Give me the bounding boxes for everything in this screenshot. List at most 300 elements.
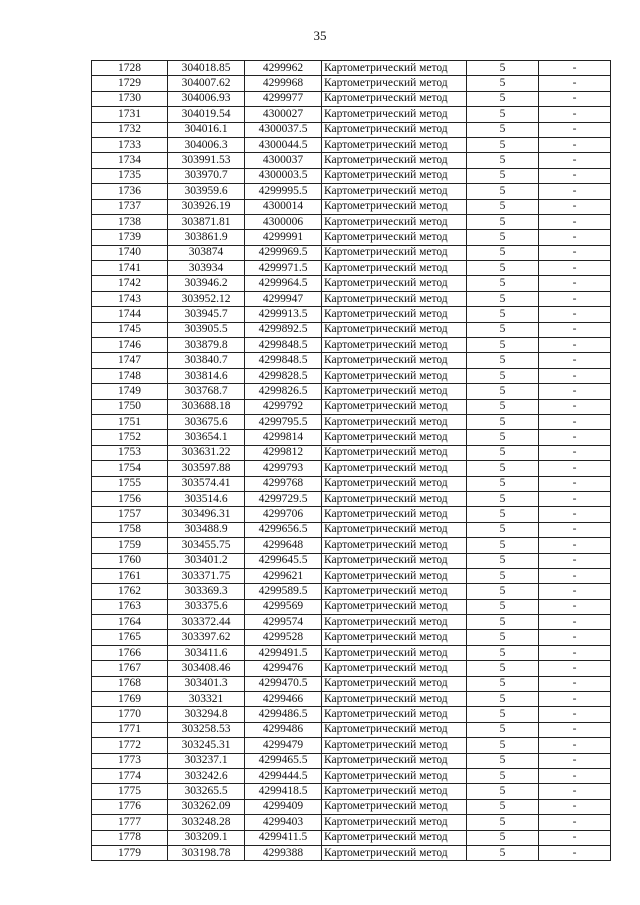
table-row <box>92 599 611 614</box>
accuracy-cell: 5 <box>467 661 539 676</box>
table-row <box>92 414 611 429</box>
method-cell: Картометрический метод <box>322 753 467 768</box>
table-row <box>92 261 611 276</box>
accuracy-cell: 5 <box>467 137 539 152</box>
x-coordinate-cell: 303514.6 <box>168 491 245 506</box>
method-cell: Картометрический метод <box>322 261 467 276</box>
accuracy-cell: 5 <box>467 645 539 660</box>
table-row <box>92 338 611 353</box>
method-cell: Картометрический метод <box>322 76 467 91</box>
table-row <box>92 738 611 753</box>
x-coordinate-cell: 303262.09 <box>168 799 245 814</box>
note-cell: - <box>539 76 611 91</box>
note-cell: - <box>539 615 611 630</box>
note-cell: - <box>539 461 611 476</box>
table-row <box>92 199 611 214</box>
x-coordinate-cell: 304019.54 <box>168 107 245 122</box>
accuracy-cell: 5 <box>467 599 539 614</box>
y-coordinate-cell: 4299892.5 <box>245 322 322 337</box>
x-coordinate-cell: 303372.44 <box>168 615 245 630</box>
accuracy-cell: 5 <box>467 307 539 322</box>
x-coordinate-cell: 303675.6 <box>168 414 245 429</box>
y-coordinate-cell: 4299466 <box>245 692 322 707</box>
table-row <box>92 676 611 691</box>
note-cell: - <box>539 414 611 429</box>
method-cell: Картометрический метод <box>322 676 467 691</box>
x-coordinate-cell: 303455.75 <box>168 538 245 553</box>
method-cell: Картометрический метод <box>322 553 467 568</box>
point-number-cell: 1744 <box>92 307 168 322</box>
accuracy-cell: 5 <box>467 799 539 814</box>
note-cell: - <box>539 507 611 522</box>
point-number-cell: 1737 <box>92 199 168 214</box>
note-cell: - <box>539 137 611 152</box>
note-cell: - <box>539 799 611 814</box>
method-cell: Картометрический метод <box>322 291 467 306</box>
method-cell: Картометрический метод <box>322 122 467 137</box>
y-coordinate-cell: 4299991 <box>245 230 322 245</box>
method-cell: Картометрический метод <box>322 845 467 860</box>
method-cell: Картометрический метод <box>322 522 467 537</box>
accuracy-cell: 5 <box>467 553 539 568</box>
x-coordinate-cell: 303945.7 <box>168 307 245 322</box>
table-row <box>92 107 611 122</box>
table-row <box>92 768 611 783</box>
point-number-cell: 1777 <box>92 815 168 830</box>
accuracy-cell: 5 <box>467 214 539 229</box>
x-coordinate-cell: 303265.5 <box>168 784 245 799</box>
method-cell: Картометрический метод <box>322 153 467 168</box>
x-coordinate-cell: 303905.5 <box>168 322 245 337</box>
method-cell: Картометрический метод <box>322 168 467 183</box>
accuracy-cell: 5 <box>467 584 539 599</box>
method-cell: Картометрический метод <box>322 661 467 676</box>
x-coordinate-cell: 303371.75 <box>168 568 245 583</box>
accuracy-cell: 5 <box>467 168 539 183</box>
note-cell: - <box>539 368 611 383</box>
method-cell: Картометрический метод <box>322 491 467 506</box>
point-number-cell: 1746 <box>92 338 168 353</box>
note-cell: - <box>539 784 611 799</box>
accuracy-cell: 5 <box>467 61 539 76</box>
accuracy-cell: 5 <box>467 768 539 783</box>
x-coordinate-cell: 303411.6 <box>168 645 245 660</box>
y-coordinate-cell: 4299729.5 <box>245 491 322 506</box>
note-cell: - <box>539 584 611 599</box>
method-cell: Картометрический метод <box>322 568 467 583</box>
table-row <box>92 445 611 460</box>
y-coordinate-cell: 4299848.5 <box>245 338 322 353</box>
table-row <box>92 615 611 630</box>
method-cell: Картометрический метод <box>322 322 467 337</box>
method-cell: Картометрический метод <box>322 245 467 260</box>
table-row <box>92 461 611 476</box>
point-number-cell: 1742 <box>92 276 168 291</box>
accuracy-cell: 5 <box>467 615 539 630</box>
point-number-cell: 1732 <box>92 122 168 137</box>
accuracy-cell: 5 <box>467 522 539 537</box>
y-coordinate-cell: 4299470.5 <box>245 676 322 691</box>
y-coordinate-cell: 4299388 <box>245 845 322 860</box>
note-cell: - <box>539 553 611 568</box>
point-number-cell: 1773 <box>92 753 168 768</box>
note-cell: - <box>539 476 611 491</box>
y-coordinate-cell: 4299792 <box>245 399 322 414</box>
point-number-cell: 1749 <box>92 384 168 399</box>
table-row <box>92 522 611 537</box>
note-cell: - <box>539 538 611 553</box>
point-number-cell: 1747 <box>92 353 168 368</box>
x-coordinate-cell: 303321 <box>168 692 245 707</box>
method-cell: Картометрический метод <box>322 414 467 429</box>
note-cell: - <box>539 491 611 506</box>
point-number-cell: 1779 <box>92 845 168 860</box>
accuracy-cell: 5 <box>467 261 539 276</box>
y-coordinate-cell: 4299589.5 <box>245 584 322 599</box>
table-row <box>92 630 611 645</box>
method-cell: Картометрический метод <box>322 137 467 152</box>
method-cell: Картометрический метод <box>322 276 467 291</box>
x-coordinate-cell: 303597.88 <box>168 461 245 476</box>
method-cell: Картометрический метод <box>322 384 467 399</box>
table-row <box>92 830 611 845</box>
method-cell: Картометрический метод <box>322 630 467 645</box>
note-cell: - <box>539 738 611 753</box>
point-number-cell: 1743 <box>92 291 168 306</box>
accuracy-cell: 5 <box>467 507 539 522</box>
point-number-cell: 1756 <box>92 491 168 506</box>
method-cell: Картометрический метод <box>322 430 467 445</box>
x-coordinate-cell: 303488.9 <box>168 522 245 537</box>
method-cell: Картометрический метод <box>322 799 467 814</box>
point-number-cell: 1729 <box>92 76 168 91</box>
y-coordinate-cell: 4299479 <box>245 738 322 753</box>
point-number-cell: 1733 <box>92 137 168 152</box>
x-coordinate-cell: 304007.62 <box>168 76 245 91</box>
accuracy-cell: 5 <box>467 338 539 353</box>
point-number-cell: 1745 <box>92 322 168 337</box>
y-coordinate-cell: 4300006 <box>245 214 322 229</box>
x-coordinate-cell: 304006.3 <box>168 137 245 152</box>
table-row <box>92 122 611 137</box>
x-coordinate-cell: 303861.9 <box>168 230 245 245</box>
point-number-cell: 1736 <box>92 184 168 199</box>
y-coordinate-cell: 4299465.5 <box>245 753 322 768</box>
point-number-cell: 1753 <box>92 445 168 460</box>
point-number-cell: 1778 <box>92 830 168 845</box>
method-cell: Картометрический метод <box>322 722 467 737</box>
table-row <box>92 291 611 306</box>
y-coordinate-cell: 4299621 <box>245 568 322 583</box>
y-coordinate-cell: 4299409 <box>245 799 322 814</box>
accuracy-cell: 5 <box>467 753 539 768</box>
y-coordinate-cell: 4300027 <box>245 107 322 122</box>
point-number-cell: 1769 <box>92 692 168 707</box>
table-row <box>92 368 611 383</box>
x-coordinate-cell: 303258.53 <box>168 722 245 737</box>
y-coordinate-cell: 4300014 <box>245 199 322 214</box>
coordinates-table-body <box>92 61 611 861</box>
point-number-cell: 1738 <box>92 214 168 229</box>
accuracy-cell: 5 <box>467 845 539 860</box>
method-cell: Картометрический метод <box>322 107 467 122</box>
x-coordinate-cell: 304016.1 <box>168 122 245 137</box>
y-coordinate-cell: 4299706 <box>245 507 322 522</box>
note-cell: - <box>539 645 611 660</box>
table-row <box>92 507 611 522</box>
x-coordinate-cell: 303248.28 <box>168 815 245 830</box>
point-number-cell: 1755 <box>92 476 168 491</box>
x-coordinate-cell: 303401.2 <box>168 553 245 568</box>
point-number-cell: 1767 <box>92 661 168 676</box>
table-row <box>92 491 611 506</box>
x-coordinate-cell: 303397.62 <box>168 630 245 645</box>
y-coordinate-cell: 4299486.5 <box>245 707 322 722</box>
table-row <box>92 538 611 553</box>
method-cell: Картометрический метод <box>322 476 467 491</box>
table-row <box>92 214 611 229</box>
note-cell: - <box>539 291 611 306</box>
y-coordinate-cell: 4299848.5 <box>245 353 322 368</box>
method-cell: Картометрический метод <box>322 368 467 383</box>
accuracy-cell: 5 <box>467 353 539 368</box>
accuracy-cell: 5 <box>467 230 539 245</box>
note-cell: - <box>539 353 611 368</box>
x-coordinate-cell: 303871.81 <box>168 214 245 229</box>
accuracy-cell: 5 <box>467 630 539 645</box>
accuracy-cell: 5 <box>467 76 539 91</box>
point-number-cell: 1770 <box>92 707 168 722</box>
x-coordinate-cell: 303631.22 <box>168 445 245 460</box>
y-coordinate-cell: 4299768 <box>245 476 322 491</box>
point-number-cell: 1730 <box>92 91 168 106</box>
point-number-cell: 1763 <box>92 599 168 614</box>
note-cell: - <box>539 845 611 860</box>
table-row <box>92 722 611 737</box>
accuracy-cell: 5 <box>467 815 539 830</box>
y-coordinate-cell: 4299964.5 <box>245 276 322 291</box>
page-number: 35 <box>313 28 327 43</box>
point-number-cell: 1752 <box>92 430 168 445</box>
method-cell: Картометрический метод <box>322 461 467 476</box>
x-coordinate-cell: 303874 <box>168 245 245 260</box>
y-coordinate-cell: 4299826.5 <box>245 384 322 399</box>
x-coordinate-cell: 303574.41 <box>168 476 245 491</box>
method-cell: Картометрический метод <box>322 61 467 76</box>
x-coordinate-cell: 303959.6 <box>168 184 245 199</box>
method-cell: Картометрический метод <box>322 584 467 599</box>
method-cell: Картометрический метод <box>322 615 467 630</box>
table-row <box>92 153 611 168</box>
point-number-cell: 1739 <box>92 230 168 245</box>
y-coordinate-cell: 4299812 <box>245 445 322 460</box>
note-cell: - <box>539 399 611 414</box>
point-number-cell: 1764 <box>92 615 168 630</box>
x-coordinate-cell: 303237.1 <box>168 753 245 768</box>
note-cell: - <box>539 91 611 106</box>
method-cell: Картометрический метод <box>322 738 467 753</box>
x-coordinate-cell: 303209.1 <box>168 830 245 845</box>
accuracy-cell: 5 <box>467 461 539 476</box>
accuracy-cell: 5 <box>467 830 539 845</box>
accuracy-cell: 5 <box>467 430 539 445</box>
x-coordinate-cell: 303294.8 <box>168 707 245 722</box>
note-cell: - <box>539 753 611 768</box>
accuracy-cell: 5 <box>467 122 539 137</box>
x-coordinate-cell: 303814.6 <box>168 368 245 383</box>
x-coordinate-cell: 303946.2 <box>168 276 245 291</box>
note-cell: - <box>539 261 611 276</box>
point-number-cell: 1761 <box>92 568 168 583</box>
x-coordinate-cell: 303934 <box>168 261 245 276</box>
table-row <box>92 784 611 799</box>
point-number-cell: 1771 <box>92 722 168 737</box>
accuracy-cell: 5 <box>467 322 539 337</box>
note-cell: - <box>539 692 611 707</box>
note-cell: - <box>539 276 611 291</box>
point-number-cell: 1765 <box>92 630 168 645</box>
table-row <box>92 476 611 491</box>
accuracy-cell: 5 <box>467 414 539 429</box>
note-cell: - <box>539 768 611 783</box>
method-cell: Картометрический метод <box>322 184 467 199</box>
accuracy-cell: 5 <box>467 199 539 214</box>
method-cell: Картометрический метод <box>322 815 467 830</box>
accuracy-cell: 5 <box>467 722 539 737</box>
x-coordinate-cell: 303245.31 <box>168 738 245 753</box>
table-row <box>92 168 611 183</box>
note-cell: - <box>539 707 611 722</box>
method-cell: Картометрический метод <box>322 307 467 322</box>
x-coordinate-cell: 303970.7 <box>168 168 245 183</box>
y-coordinate-cell: 4299828.5 <box>245 368 322 383</box>
y-coordinate-cell: 4299411.5 <box>245 830 322 845</box>
table-row <box>92 322 611 337</box>
note-cell: - <box>539 445 611 460</box>
accuracy-cell: 5 <box>467 784 539 799</box>
x-coordinate-cell: 303242.6 <box>168 768 245 783</box>
table-row <box>92 553 611 568</box>
y-coordinate-cell: 4300037.5 <box>245 122 322 137</box>
point-number-cell: 1734 <box>92 153 168 168</box>
point-number-cell: 1740 <box>92 245 168 260</box>
y-coordinate-cell: 4299648 <box>245 538 322 553</box>
method-cell: Картометрический метод <box>322 645 467 660</box>
x-coordinate-cell: 303991.53 <box>168 153 245 168</box>
y-coordinate-cell: 4300003.5 <box>245 168 322 183</box>
accuracy-cell: 5 <box>467 491 539 506</box>
accuracy-cell: 5 <box>467 276 539 291</box>
y-coordinate-cell: 4300037 <box>245 153 322 168</box>
x-coordinate-cell: 304006.93 <box>168 91 245 106</box>
point-number-cell: 1741 <box>92 261 168 276</box>
table-row <box>92 753 611 768</box>
y-coordinate-cell: 4299444.5 <box>245 768 322 783</box>
note-cell: - <box>539 245 611 260</box>
table-row <box>92 692 611 707</box>
method-cell: Картометрический метод <box>322 768 467 783</box>
table-row <box>92 568 611 583</box>
note-cell: - <box>539 522 611 537</box>
y-coordinate-cell: 4299528 <box>245 630 322 645</box>
method-cell: Картометрический метод <box>322 353 467 368</box>
table-row <box>92 276 611 291</box>
x-coordinate-cell: 303879.8 <box>168 338 245 353</box>
x-coordinate-cell: 303369.3 <box>168 584 245 599</box>
accuracy-cell: 5 <box>467 368 539 383</box>
method-cell: Картометрический метод <box>322 230 467 245</box>
note-cell: - <box>539 307 611 322</box>
note-cell: - <box>539 168 611 183</box>
table-row <box>92 430 611 445</box>
table-row <box>92 184 611 199</box>
table-row <box>92 645 611 660</box>
point-number-cell: 1750 <box>92 399 168 414</box>
x-coordinate-cell: 303768.7 <box>168 384 245 399</box>
note-cell: - <box>539 230 611 245</box>
accuracy-cell: 5 <box>467 153 539 168</box>
y-coordinate-cell: 4299969.5 <box>245 245 322 260</box>
accuracy-cell: 5 <box>467 707 539 722</box>
table-row <box>92 230 611 245</box>
y-coordinate-cell: 4299418.5 <box>245 784 322 799</box>
note-cell: - <box>539 384 611 399</box>
method-cell: Картометрический метод <box>322 707 467 722</box>
point-number-cell: 1776 <box>92 799 168 814</box>
note-cell: - <box>539 815 611 830</box>
method-cell: Картометрический метод <box>322 91 467 106</box>
point-number-cell: 1766 <box>92 645 168 660</box>
accuracy-cell: 5 <box>467 245 539 260</box>
y-coordinate-cell: 4299913.5 <box>245 307 322 322</box>
point-number-cell: 1735 <box>92 168 168 183</box>
accuracy-cell: 5 <box>467 384 539 399</box>
point-number-cell: 1757 <box>92 507 168 522</box>
table-row <box>92 137 611 152</box>
table-row <box>92 307 611 322</box>
point-number-cell: 1760 <box>92 553 168 568</box>
accuracy-cell: 5 <box>467 445 539 460</box>
x-coordinate-cell: 303840.7 <box>168 353 245 368</box>
accuracy-cell: 5 <box>467 476 539 491</box>
note-cell: - <box>539 61 611 76</box>
table-row <box>92 815 611 830</box>
y-coordinate-cell: 4299569 <box>245 599 322 614</box>
accuracy-cell: 5 <box>467 107 539 122</box>
note-cell: - <box>539 630 611 645</box>
accuracy-cell: 5 <box>467 184 539 199</box>
y-coordinate-cell: 4299795.5 <box>245 414 322 429</box>
note-cell: - <box>539 568 611 583</box>
note-cell: - <box>539 676 611 691</box>
note-cell: - <box>539 599 611 614</box>
table-row <box>92 707 611 722</box>
method-cell: Картометрический метод <box>322 538 467 553</box>
y-coordinate-cell: 4300044.5 <box>245 137 322 152</box>
table-row <box>92 384 611 399</box>
x-coordinate-cell: 303401.3 <box>168 676 245 691</box>
accuracy-cell: 5 <box>467 676 539 691</box>
note-cell: - <box>539 184 611 199</box>
point-number-cell: 1772 <box>92 738 168 753</box>
table-row <box>92 584 611 599</box>
method-cell: Картометрический метод <box>322 599 467 614</box>
table-row <box>92 661 611 676</box>
y-coordinate-cell: 4299977 <box>245 91 322 106</box>
y-coordinate-cell: 4299486 <box>245 722 322 737</box>
x-coordinate-cell: 303375.6 <box>168 599 245 614</box>
table-row <box>92 61 611 76</box>
